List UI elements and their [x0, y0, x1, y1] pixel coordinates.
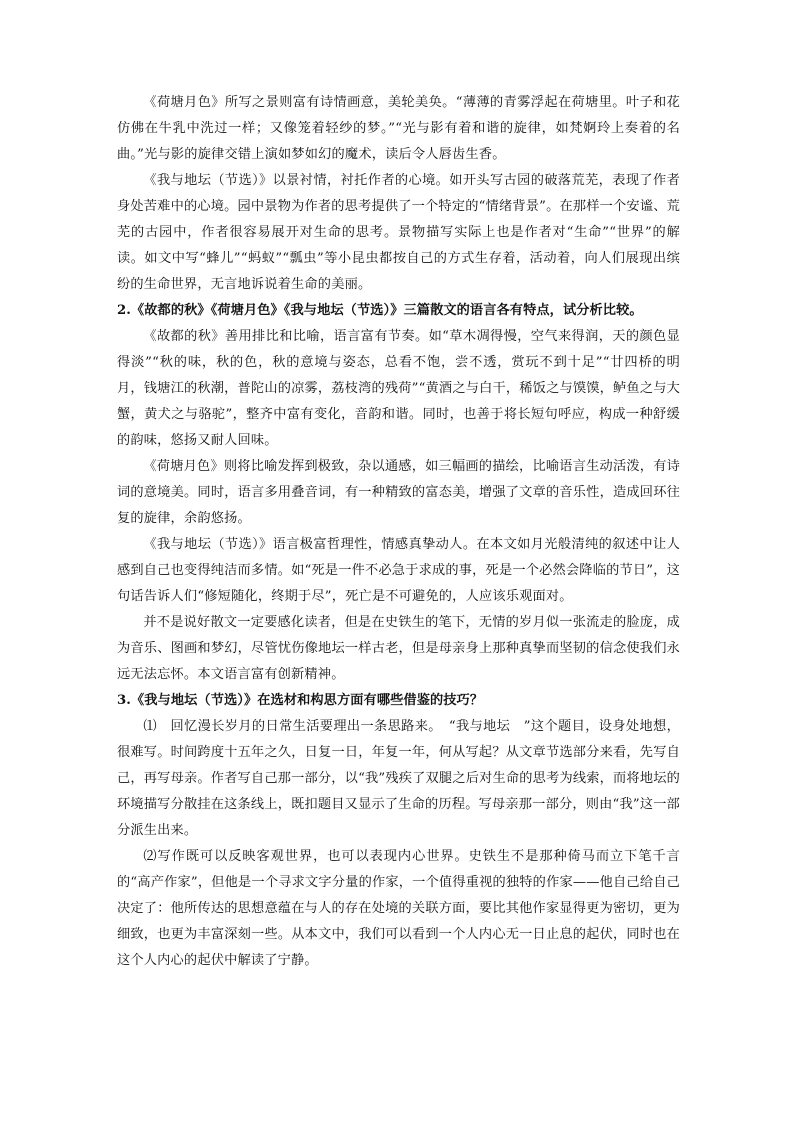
paragraph-ditan-scenery: 《我与地坛（节选）》以景衬情，衬托作者的心境。如开头写古园的破落荒芜，表现了作者身处苦难中的心境。园中景物为作者的思考提供了一个特定的“情绪背景”。在那样一个安谧、荒芜的古园中，作者很容易展开对生命的思考。景物描写实际上也是作者对“生命”“世界”的解读。如文中写“蜂儿”“蚂蚁”“瓢虫”等小昆虫都按自己的方式生存着，活动着，向人们展现出缤纷的生命世界，无言地诉说着生命的美丽。 [117, 173, 680, 292]
document-page [117, 90, 680, 974]
paragraph-ditan-emotion: 并不是说好散文一定要感化读者，但是在史铁生的笔下，无情的岁月似一张流走的脸庞，成为音乐、图画和梦幻，尽管忧伤像地坛一样古老，但是母亲身上那种真挚而坚韧的信念使我们永远无法忘怀。本文语言富有创新精神。 [117, 615, 680, 682]
question-2-heading: 2.《故都的秋》《荷塘月色》《我与地坛（节选）》三篇散文的语言各有特点，试分析比较。 [117, 303, 643, 318]
question-3-heading: 3.《我与地坛（节选）》在选材和构思方面有哪些借鉴的技巧？ [117, 693, 484, 708]
paragraph-ditan-language: 《我与地坛（节选）》语言极富哲理性，情感真挚动人。在本文如月光般清纯的叙述中让人感到自己也变得纯洁而多情。如“死是一件不必急于求成的事，死是一个必然会降临的节日”，这句话告诉人们“修短随化，终期于尽”，死亡是不可避免的，人应该乐观面对。 [117, 537, 680, 604]
paragraph-autumn-language: 《故都的秋》善用排比和比喻，语言富有节奏。如“草木凋得慢，空气来得润，天的颜色显得淡”“秋的味，秋的色，秋的意境与姿态，总看不饱，尝不透，赏玩不到十足”“廿四桥的明月，钱塘江的秋潮，普陀山的凉雾，荔枝湾的残荷”“黄酒之与白干，稀饭之与馍馍，鲈鱼之与大蟹，黄犬之与骆驼”，整齐中富有变化，音韵和谐。同时，也善于将长短句呼应，构成一种舒缓的韵味，悠扬又耐人回味。 [117, 329, 680, 448]
paragraph-point-1: ⑴ 回忆漫长岁月的日常生活要理出一条思路来。 “我与地坛 ”这个题目，设身处地想，很难写。时间跨度十五年之久，日复一日，年复一年，何从写起？从文章节选部分来看，先写自己，再写母亲。作者写自己那一部分，以“我”残疾了双腿之后对生命的思考为线索，而将地坛的环境描写分散挂在这条线上，既扣题目又显示了生命的历程。写母亲那一部分，则由“我”这一部分派生出来。 [117, 719, 680, 838]
paragraph-point-2: ⑵写作既可以反映客观世界，也可以表现内心世界。史铁生不是那种倚马而立下笔千言的“高产作家”，但他是一个寻求文字分量的作家，一个值得重视的独特的作家——他自己给自己决定了：他所传达的思想意蕴在与人的存在处境的关联方面，要比其他作家显得更为密切，更为细致，也更为丰富深刻一些。从本文中，我们可以看到一个人内心无一日止息的起伏，同时也在这个人内心的起伏中解读了宁静。 [117, 849, 680, 968]
paragraph-lotus-pond-scenery: 《荷塘月色》所写之景则富有诗情画意，美轮美奂。“薄薄的青雾浮起在荷塘里。叶子和花仿佛在牛乳中洗过一样；又像笼着轻纱的梦。”“光与影有着和谐的旋律，如梵婀玲上奏着的名曲。”光与影的旋律交错上演如梦如幻的魔术，读后令人唇齿生香。 [117, 95, 680, 162]
paragraph-lotus-pond-language: 《荷塘月色》则将比喻发挥到极致，杂以通感，如三幅画的描绘，比喻语言生动活泼，有诗词的意境美。同时，语言多用叠音词，有一种精致的富态美，增强了文章的音乐性，造成回环往复的旋律，余韵悠扬。 [117, 459, 680, 526]
